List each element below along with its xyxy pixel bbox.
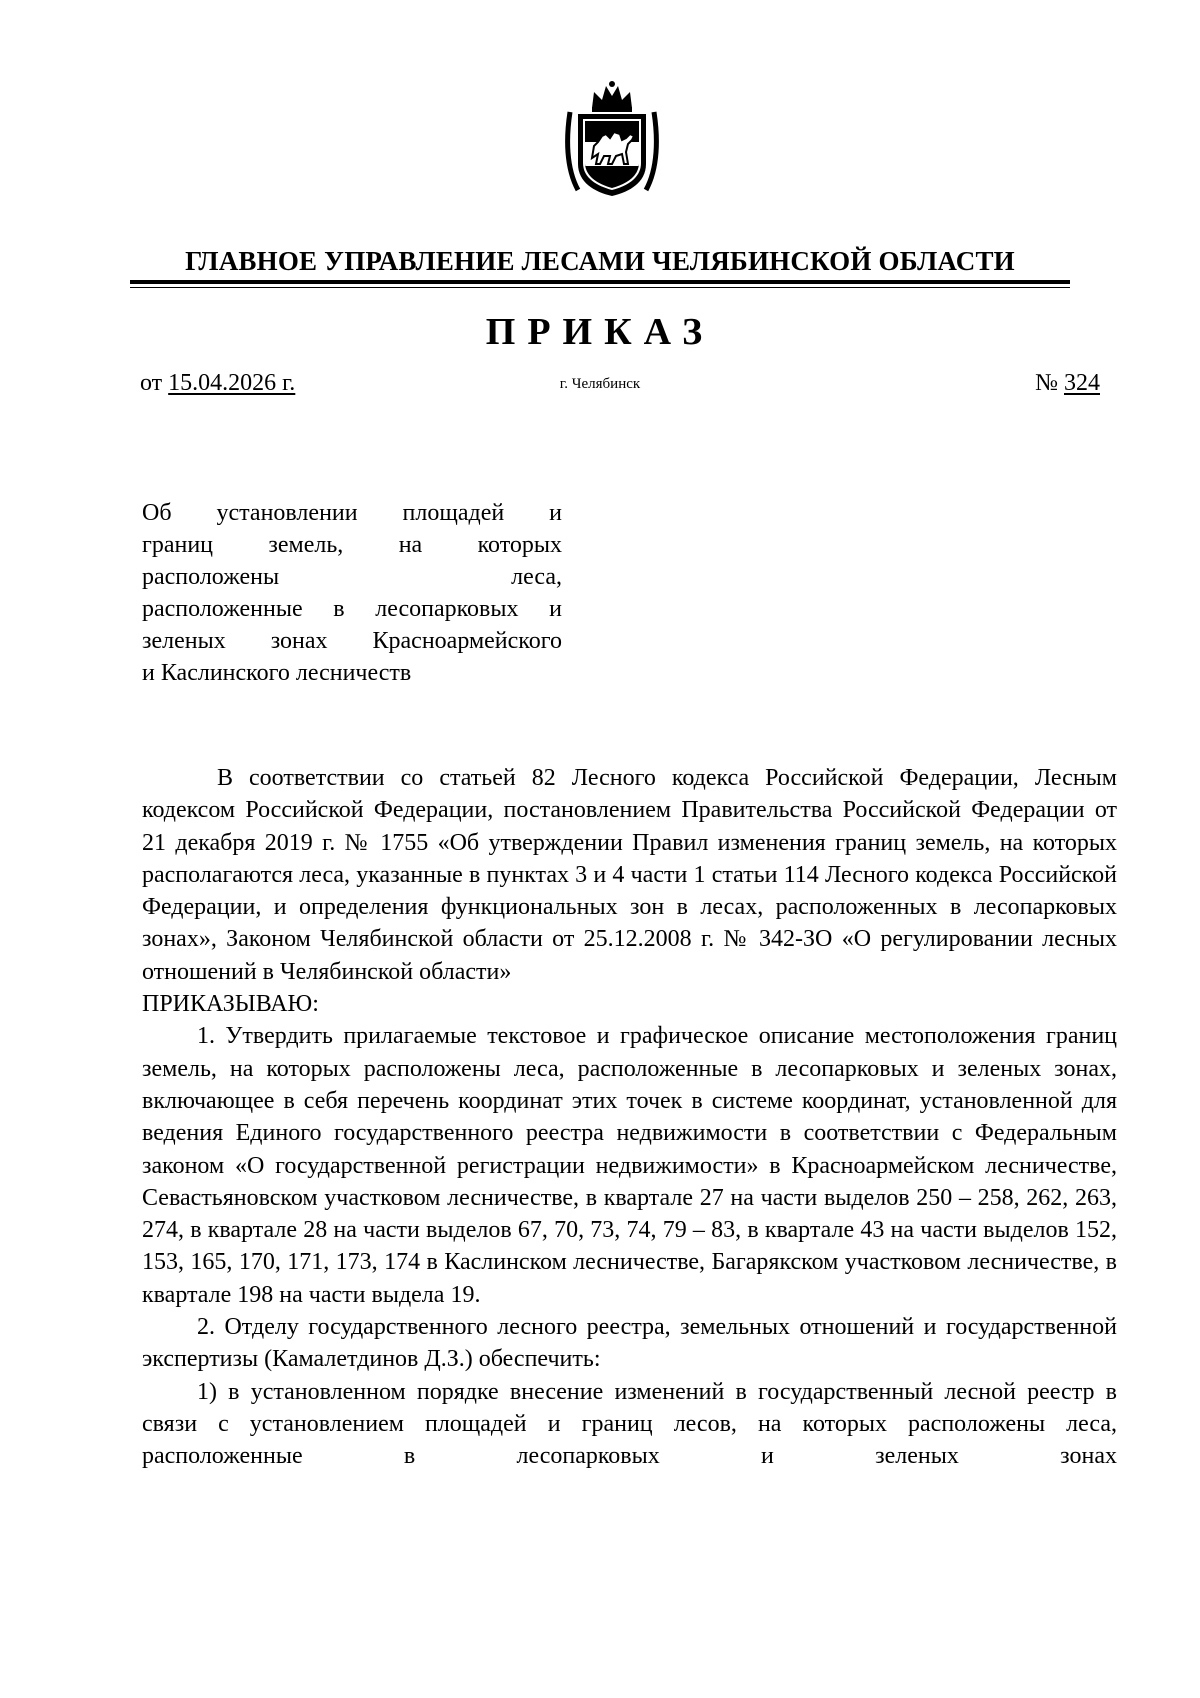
document-type: ПРИКАЗ [485, 311, 715, 353]
order-date-prefix: от [140, 370, 169, 396]
header-divider-thick [130, 280, 1070, 284]
order-number [1035, 370, 1100, 397]
order-keyword: ПРИКАЗЫВАЮ: [142, 991, 319, 1018]
order-city: г. Челябинск [559, 376, 641, 392]
order-body [142, 762, 1117, 1473]
order-number-prefix: № [1035, 370, 1064, 396]
subject-line: зеленых зонах Красноармейского [142, 628, 562, 654]
chelyabinsk-coat-of-arms-icon [564, 78, 660, 200]
subject-line: Об установлении площадей и [142, 500, 562, 526]
subject-line: и Каслинского лесничеств [142, 660, 412, 686]
subject-line: границ земель, на которых [142, 532, 562, 558]
order-number-value: 324 [1064, 370, 1100, 396]
preamble-paragraph: В соответствии со статьей 82 Лесного кодекса Российской Федерации, Лесным кодексом Российской Федерации, постановлением Правительства Российской Федерации от 21 декабря 2019 г. № 1755 «Об утверждении Правил изменения границ земель, на которых располагаются леса, указанные в пунктах 3 и 4 части 1 статьи 114 Лесного кодекса Российской Федерации, и определения функциональных зон в лесах, расположенных в лесопарковых зонах», Законом Челябинской области от 25.12.2008 г. № 342-ЗО «О регулировании лесных отношений в Челябинской области» [142, 765, 1117, 985]
order-item-2: 2. Отделу государственного лесного реестра, земельных отношений и государственной экспертизы (Камалетдинов Д.З.) обеспечить: [142, 1314, 1117, 1373]
order-item-1: 1. Утвердить прилагаемые текстовое и графическое описание местоположения границ земель, на которых расположены леса, расположенные в лесопарковых и зеленых зонах, включающее в себя перечень координат этих точек в системе координат, установленной для ведения Единого государственного реестра недвижимости в соответствии с Федеральным законом «О государственной регистрации недвижимости» в Красноармейском лесничестве, Севастьяновском участковом лесничестве, в квартале 27 на части выделов 250 – 258, 262, 263, 274, в квартале 28 на части выделов 67, 70, 73, 74, 79 – 83, в квартале 43 на части выделов 152, 153, 165, 170, 171, 173, 174 в Каслинском лесничестве, Багарякском участковом лесничестве, в квартале 198 на части выдела 19. [142, 1023, 1117, 1308]
subject-line: расположенные в лесопарковых и [142, 596, 562, 622]
order-item-2-1: 1) в установленном порядке внесение изменений в государственный лесной реестр в связи с установлением площадей и границ лесов, на которых расположены леса, расположенные в лесопарковых и зеленых зонах [142, 1378, 1117, 1470]
order-date-value: 15.04.2026 г. [168, 370, 296, 396]
order-subject [142, 497, 562, 689]
organization-title: ГЛАВНОЕ УПРАВЛЕНИЕ ЛЕСАМИ ЧЕЛЯБИНСКОЙ ОБЛАСТИ [185, 246, 1015, 276]
header-divider-thin [130, 287, 1070, 288]
subject-line: расположены леса, [142, 564, 562, 590]
